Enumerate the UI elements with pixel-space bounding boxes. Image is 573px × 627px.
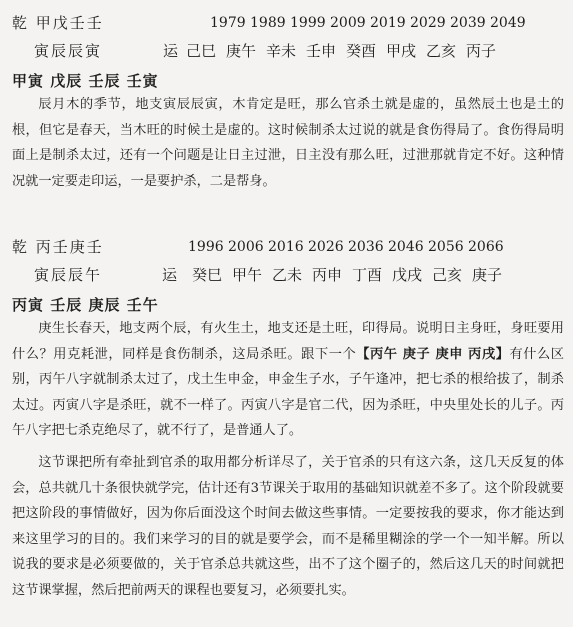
- chart1-stems: 乾 甲戊壬壬: [12, 14, 104, 32]
- chart2-branches: 寅辰辰午: [34, 266, 103, 284]
- chart2-year: 2036: [348, 239, 384, 255]
- chart1-branches: 寅辰辰寅: [34, 42, 103, 60]
- chart1-year: 1989: [250, 15, 286, 31]
- chart1-year: 2009: [330, 15, 366, 31]
- chart1-years: [210, 14, 530, 32]
- chart1-pillar: 丙子: [466, 42, 497, 60]
- chart1-year: 1999: [290, 15, 326, 31]
- chart2-stems: 乾 丙壬庚壬: [12, 238, 104, 256]
- chart2-heading: 丙寅 壬辰 庚辰 壬午: [12, 296, 159, 314]
- chart1-year: 2029: [410, 15, 446, 31]
- chart1-luck-pillars: [186, 42, 506, 60]
- chart2-year: 2016: [268, 239, 304, 255]
- chart1-paragraph: 辰月木的季节，地支寅辰辰寅，木肯定是旺，那么官杀土就是虚的，虽然辰土也是土的根，但它是春天，当木旺的时候土是虚的。这时候制杀太过说的就是食伤得局了。食伤得局明面上是制杀太过，还有一个问题是让日主过泄，日主没有那么旺，过泄那就肯定不好。这种情况就一定要走印运，一是要护杀，二是帮身。: [12, 97, 564, 189]
- chart2-pillar: 戊戌: [392, 266, 423, 284]
- chart2-paragraph-a: 庚生长春天，地支两个辰，有火生土，地支还是土旺，印得局。说明日主身旺，身旺要用什么？用克耗泄，同样是食伤制杀，这局杀旺。跟下一个: [12, 321, 564, 362]
- chart2-paragraph-b: 有什么区别，丙午八字就制杀太过了，戊土生申金，申金生子水，子午逢冲，把七杀的根给拔了，制杀太过。丙寅八字是杀旺，就不一样了。丙寅八字是官二代，因为杀旺，中央里处长的儿子。丙午八字把七杀克绝尽了，就不行了，是普通人了。: [12, 346, 564, 439]
- chart2-year: 2006: [228, 239, 264, 255]
- chart2-pillar: 乙未: [272, 266, 303, 284]
- comparison-chart-bracket: 【丙午 庚子 庚申 丙戌】: [356, 346, 510, 362]
- chart2-pillar: 庚子: [472, 266, 503, 284]
- chart2-pillar: 丁酉: [352, 266, 383, 284]
- chart2-pillar: 甲午: [232, 266, 263, 284]
- chart1-pillar: 己巳: [186, 42, 217, 60]
- chart2-luck-label: 运: [162, 266, 178, 284]
- chart2-year: 2056: [428, 239, 464, 255]
- chart1-pillar: 辛未: [266, 42, 297, 60]
- chart1-year: 2019: [370, 15, 406, 31]
- chart1-pillar: 甲戌: [386, 42, 417, 60]
- chart1-pillar: 庚午: [226, 42, 257, 60]
- chart2-year: 2026: [308, 239, 344, 255]
- chart1-year: 1979: [210, 15, 246, 31]
- chart2-pillar: 己亥: [432, 266, 463, 284]
- chart1-pillar: 癸酉: [346, 42, 377, 60]
- chart2-year: 2046: [388, 239, 424, 255]
- chart2-year: 2066: [468, 239, 504, 255]
- chart1-heading: 甲寅 戊辰 壬辰 壬寅: [12, 72, 159, 90]
- closing-paragraph: 这节课把所有牵扯到官杀的取用都分析详尽了，关于官杀的只有这六条，这几天反复的体会，总共就几十条很快就学完，估计还有3节课关于取用的基础知识就差不多了。这个阶段就要把这阶段的事情做好，因为你后面没这个时间去做这些事情。一定要按我的要求，你才能达到来这里学习的目的。我们来学习的目的就是要学会，而不是稀里糊涂的学一个一知半解。所以说我的要求是必须要做的，关于官杀总共就这些，出不了这个圈子的，然后这几天的时间就把这节课掌握，然后把前两天的课程也要复习，必须要扎实。: [12, 455, 564, 598]
- chart2-pillar: 丙申: [312, 266, 343, 284]
- chart1-year: 2039: [450, 15, 486, 31]
- chart2-year: 1996: [188, 239, 224, 255]
- chart2-years: [188, 238, 508, 256]
- chart1-luck-label: 运: [163, 42, 179, 60]
- chart1-pillar: 乙亥: [426, 42, 457, 60]
- chart1-pillar: 壬申: [306, 42, 337, 60]
- chart2-paragraph: [12, 316, 564, 444]
- chart1-year: 2049: [490, 15, 526, 31]
- chart2-luck-pillars: [192, 266, 512, 284]
- chart2-pillar: 癸巳: [192, 266, 223, 284]
